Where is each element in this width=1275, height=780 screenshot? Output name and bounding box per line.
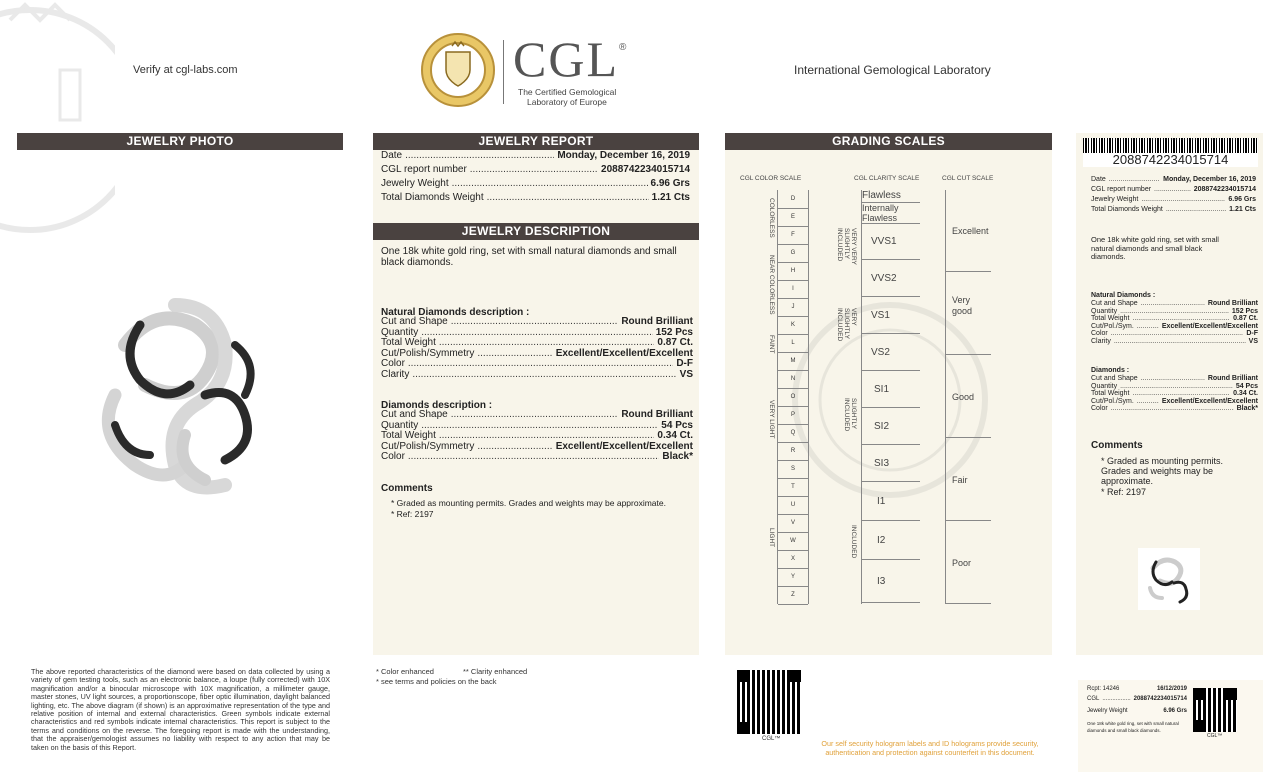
clarity-grade: Internally Flawless: [862, 203, 920, 224]
card-rows: [1091, 175, 1256, 215]
stub-rows: [1087, 684, 1187, 718]
stub-qr-code: [1193, 688, 1237, 732]
diamond-row: Quantity ..... 54 Pcs: [381, 421, 693, 432]
natural-row: Cut/Polish/Symmetry ..... Excellent/Excellent/Excellent: [381, 349, 693, 360]
color-grade-O: O: [778, 388, 808, 407]
natural-row: Clarity ..... VS: [381, 370, 693, 381]
card-natural-rows: [1091, 300, 1258, 345]
color-group-very-light: VERY LIGHT: [768, 400, 775, 439]
clarity-enhanced-note: ** Clarity enhanced: [463, 667, 528, 676]
color-grade-G: G: [778, 244, 808, 263]
color-group-near-colorless: NEAR COLORLESS: [768, 255, 775, 315]
ring-photo: [85, 285, 285, 505]
stub-row: Jewelry Weight 6.96 Grs: [1087, 708, 1187, 714]
barcode-number: 2088742234015714: [1083, 153, 1258, 167]
comment-1: * Graded as mounting permits. Grades and weights may be approximate.: [391, 498, 666, 508]
card-row: CGL report number ..... 2088742234015714: [1091, 185, 1256, 195]
cut-grade: Excellent: [946, 190, 991, 272]
color-grade-R: R: [778, 442, 808, 461]
card-comments-title: Comments: [1091, 440, 1143, 451]
color-group-faint: FAINT: [768, 335, 775, 354]
card-natural-row: Quantity ..... 152 Pcs: [1091, 308, 1258, 316]
clarity-grade: I2: [862, 522, 920, 560]
card-diamonds-title: Diamonds :: [1091, 367, 1130, 374]
natural-row: Cut and Shape ..... Round Brilliant: [381, 317, 693, 328]
clarity-grade: VVS2: [862, 261, 920, 297]
color-grade-T: T: [778, 478, 808, 497]
stub-row: CGL ..... 2088742234015714: [1087, 694, 1187, 704]
stub-row: Rcpt: 14246 16/12/2019: [1087, 686, 1187, 692]
comment-2: * Ref: 2197: [391, 509, 434, 519]
natural-row: Total Weight ..... 0.87 Ct.: [381, 338, 693, 349]
color-grade-H: H: [778, 262, 808, 281]
color-scale: [777, 190, 809, 604]
card-description: One 18k white gold ring, set with small natural diamonds and small black diamonds.: [1091, 235, 1219, 261]
card-ref: * Ref: 2197: [1101, 487, 1147, 497]
clarity-grade: SI1: [862, 372, 920, 408]
logo-wordmark: CGL: [513, 31, 619, 87]
card-comments-text: * Graded as mounting permits. Grades and weights may be approximate.: [1101, 456, 1224, 486]
color-group-light: LIGHT: [768, 528, 775, 548]
disclaimer-text: The above reported characteristics of the diamond were based on data collected by using a variety of gem testing tools, such as an electronic balance, a loupe (fully corrected) with 10X magnification and/or a binocular microscope with 10X magnification, a millimeter gauge, master stones, UV light sources, a proportionscope, fiber optic illumination, daylight balanced lighting, etc. The above diagram (if shown) is an approximative representation of the type and relative position of internal and external characteristics. Green symbols indicate external characteristics and red symbols indicate internal characteristics. This report is subject to the terms and conditions on the reverse. The foregoing report is made with the understanding, that the appraiser/gemologist assumes no liability with respect to any action that may be taken on the basis of this Report.: [31, 667, 330, 752]
terms-note: * see terms and policies on the back: [376, 677, 497, 686]
security-text: Our self security hologram labels and ID holograms provide security, authentication and protection against counterfeit in this document.: [821, 739, 1039, 757]
diamond-row: Total Weight ..... 0.34 Ct.: [381, 431, 693, 442]
color-grade-M: M: [778, 352, 808, 371]
report-row: Jewelry Weight ..... 6.96 Grs: [381, 177, 690, 191]
card-natural-row: Color ..... D-F: [1091, 330, 1258, 338]
diamond-row: Cut and Shape ..... Round Brilliant: [381, 410, 693, 421]
card-diamond-row: Cut and Shape ..... Round Brilliant: [1091, 375, 1258, 383]
logo-divider: [503, 40, 504, 104]
report-row: Total Diamonds Weight ..... 1.21 Cts: [381, 191, 690, 205]
comments-title: Comments: [381, 483, 433, 494]
report-rows: [381, 149, 690, 205]
color-grade-E: E: [778, 208, 808, 227]
color-grade-Z: Z: [778, 586, 808, 605]
logo-subtitle-2: Laboratory of Europe: [527, 97, 607, 107]
stub-description: One 18k white gold ring, set with small natural diamonds and small black diamonds.: [1087, 721, 1179, 733]
color-grade-I: I: [778, 280, 808, 299]
natural-row: Color ..... D-F: [381, 359, 693, 370]
clarity-group-si: SLIGHTLY INCLUDED: [843, 398, 857, 432]
cut-grade: Fair: [946, 439, 991, 521]
clarity-grade: Flawless: [862, 190, 920, 203]
clarity-grade: I1: [862, 483, 920, 521]
color-group-colorless: COLORLESS: [768, 198, 775, 238]
card-ring-photo: [1138, 548, 1200, 610]
color-grade-W: W: [778, 532, 808, 551]
jewelry-report-header: JEWELRY REPORT: [373, 133, 699, 150]
description-text: One 18k white gold ring, set with small natural diamonds and small black diamonds.: [381, 246, 677, 268]
color-grade-V: V: [778, 514, 808, 533]
card-diamonds-rows: [1091, 375, 1258, 413]
qr-code: [737, 670, 801, 734]
clarity-scale: [861, 190, 920, 604]
card-diamond-row: Color ..... Black*: [1091, 405, 1258, 413]
clarity-scale-title: CGL CLARITY SCALE: [854, 175, 920, 182]
color-grade-Q: Q: [778, 424, 808, 443]
natural-diamonds-title: Natural Diamonds description :: [381, 307, 530, 318]
card-row: Total Diamonds Weight ..... 1.21 Cts: [1091, 205, 1256, 215]
card-row: Jewelry Weight ..... 6.96 Grs: [1091, 195, 1256, 205]
cut-scale: [945, 190, 991, 604]
color-grade-J: J: [778, 298, 808, 317]
color-grade-Y: Y: [778, 568, 808, 587]
color-grade-S: S: [778, 460, 808, 479]
card-diamond-row: Total Weight ..... 0.34 Ct.: [1091, 390, 1258, 398]
color-grade-X: X: [778, 550, 808, 569]
card-diamond-row: Quantity ..... 54 Pcs: [1091, 383, 1258, 391]
card-natural-row: Total Weight ..... 0.87 Ct.: [1091, 315, 1258, 323]
color-grade-K: K: [778, 316, 808, 335]
diamonds-title: Diamonds description :: [381, 400, 493, 411]
clarity-group-included: INCLUDED: [850, 525, 857, 559]
clarity-group-vvsi: VERY VERY SLIGHTLY INCLUDED: [836, 228, 857, 265]
lab-title: International Gemological Laboratory: [794, 63, 991, 77]
stub-qr-caption: CGL™: [1207, 733, 1223, 739]
grading-scales-header: GRADING SCALES: [725, 133, 1052, 150]
clarity-grade: I3: [862, 561, 920, 603]
diamonds-rows: [381, 410, 693, 463]
logo-registered-mark: ®: [619, 42, 627, 53]
card-natural-row: Cut and Shape ..... Round Brilliant: [1091, 300, 1258, 308]
natural-diamonds-rows: [381, 317, 693, 380]
verify-text: Verify at cgl-labs.com: [133, 64, 238, 76]
card-natural-row: Clarity ..... VS: [1091, 338, 1258, 346]
cut-grade: Poor: [946, 522, 991, 604]
report-row: CGL report number ..... 2088742234015714: [381, 163, 690, 177]
jewelry-photo-header: JEWELRY PHOTO: [17, 133, 343, 150]
card-natural-title: Natural Diamonds :: [1091, 292, 1156, 299]
color-grade-L: L: [778, 334, 808, 353]
jewelry-description-header: JEWELRY DESCRIPTION: [373, 223, 699, 240]
report-row: Date ..... Monday, December 16, 2019: [381, 149, 690, 163]
natural-row: Quantity ..... 152 Pcs: [381, 328, 693, 339]
color-grade-F: F: [778, 226, 808, 245]
clarity-grade: VS2: [862, 335, 920, 371]
diamond-row: Cut/Polish/Symmetry ..... Excellent/Excellent/Excellent: [381, 442, 693, 453]
cgl-seal-logo: [420, 32, 496, 108]
card-natural-row: Cut/Pol./Sym. ..... Excellent/Excellent/Excellent: [1091, 323, 1258, 331]
color-grade-U: U: [778, 496, 808, 515]
color-scale-title: CGL COLOR SCALE: [740, 175, 802, 182]
qr-caption: CGL™: [762, 736, 781, 742]
card-diamond-row: Cut/Pol./Sym. ..... Excellent/Excellent/Excellent: [1091, 398, 1258, 406]
clarity-grade: SI2: [862, 409, 920, 445]
color-enhanced-note: * Color enhanced: [376, 667, 434, 676]
clarity-grade: VVS1: [862, 224, 920, 260]
diamond-row: Color ..... Black*: [381, 452, 693, 463]
clarity-grade: SI3: [862, 446, 920, 482]
cut-grade: Good: [946, 356, 991, 438]
logo-subtitle-1: The Certified Gemological: [518, 87, 617, 97]
cut-grade: Very good: [946, 273, 991, 355]
report-panel: [373, 133, 699, 655]
top-left-watermark: [0, 0, 115, 255]
clarity-group-vsi: VERY SLIGHTLY INCLUDED: [836, 308, 857, 342]
color-grade-P: P: [778, 406, 808, 425]
cut-scale-title: CGL CUT SCALE: [942, 175, 994, 182]
card-row: Date ..... Monday, December 16, 2019: [1091, 175, 1256, 185]
clarity-grade: VS1: [862, 298, 920, 334]
color-grade-D: D: [778, 190, 808, 209]
color-grade-N: N: [778, 370, 808, 389]
